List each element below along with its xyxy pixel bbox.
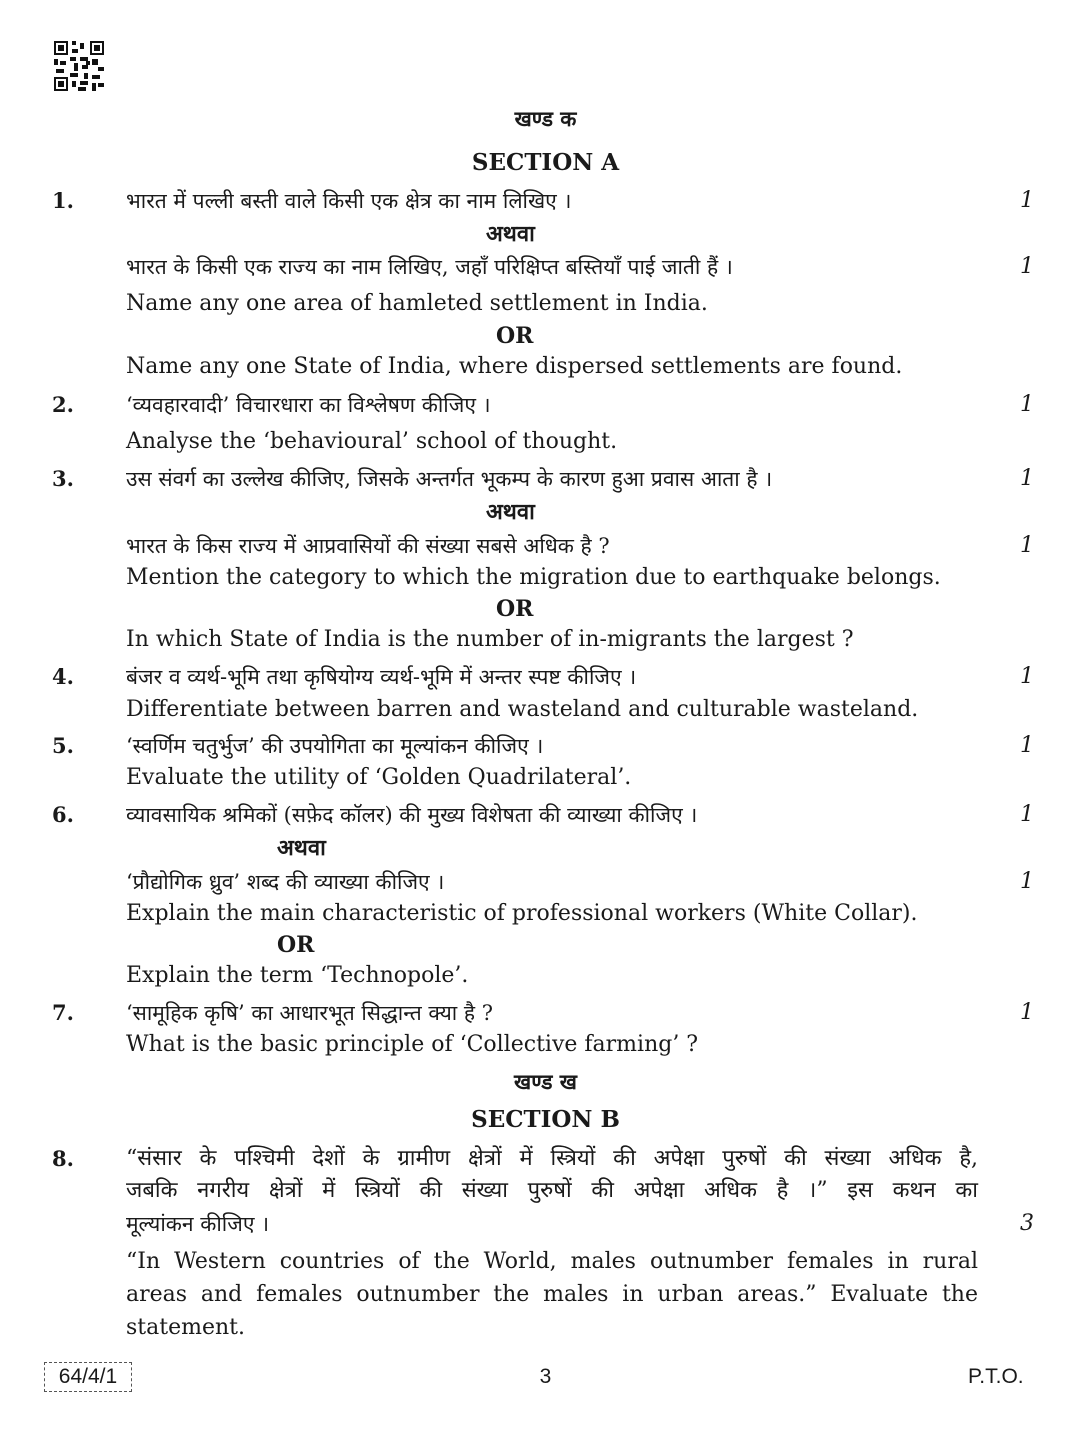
section-b-heading: SECTION B — [471, 1106, 620, 1133]
question-text-hindi-line: मूल्यांकन कीजिए । — [126, 1212, 270, 1236]
question-text-english: What is the basic principle of ‘Collective farming’ ? — [126, 1032, 699, 1057]
or-label-hindi: अथवा — [486, 221, 535, 247]
marks: 1 — [1020, 392, 1034, 417]
question-number: 8. — [52, 1146, 74, 1171]
or-label-hindi: अथवा — [486, 499, 535, 525]
question-6-alt-hindi-row — [0, 865, 1091, 899]
page-number: 3 — [539, 1365, 552, 1388]
question-6-english-row — [0, 897, 1091, 931]
marks: 1 — [1020, 733, 1034, 758]
question-6-hindi-row — [0, 798, 1091, 832]
or-label: OR — [496, 323, 534, 349]
marks: 1 — [1020, 466, 1034, 491]
question-3-alt-hindi-row — [0, 529, 1091, 563]
question-text-hindi: बंजर व व्यर्थ-भूमि तथा कृषियोग्य व्यर्थ-भूमि में अन्तर स्पष्ट कीजिए । — [126, 665, 637, 689]
question-text-hindi: उस संवर्ग का उल्लेख कीजिए, जिसके अन्तर्गत भूकम्प के कारण हुआ प्रवास आता है । — [126, 467, 773, 491]
question-text-hindi: ‘सामूहिक कृषि’ का आधारभूत सिद्धान्त क्या है ? — [126, 1001, 493, 1025]
question-6-alt-english-row — [0, 959, 1091, 993]
question-text-hindi: ‘प्रौद्योगिक ध्रुव’ शब्द की व्याख्या कीजिए । — [126, 870, 445, 894]
marks: 1 — [1020, 802, 1034, 827]
question-3-hindi-row — [0, 462, 1091, 496]
section-a-heading: SECTION A — [471, 149, 620, 176]
question-3-alt-english-row — [0, 623, 1091, 657]
question-text-english-line: “In Western countries of the World, males outnumber females in rural — [126, 1249, 978, 1274]
marks: 1 — [1020, 533, 1034, 558]
question-text-english: Differentiate between barren and wasteland and culturable wasteland. — [126, 697, 919, 722]
marks: 1 — [1020, 188, 1034, 213]
or-label: OR — [496, 596, 534, 622]
question-1-alt-english-row — [0, 350, 1091, 384]
section-b-heading-hindi: खण्ड ख — [514, 1069, 577, 1094]
marks: 1 — [1020, 254, 1034, 279]
marks: 3 — [1020, 1211, 1034, 1236]
question-1-english-row — [0, 287, 1091, 321]
question-text-english: Name any one State of India, where dispersed settlements are found. — [126, 354, 903, 379]
question-number: 3. — [52, 466, 74, 491]
question-8-hindi-line-3 — [0, 1207, 1091, 1241]
question-3-english-row — [0, 561, 1091, 595]
question-number: 7. — [52, 1000, 74, 1025]
question-2-english-row — [0, 425, 1091, 459]
question-5-hindi-row — [0, 729, 1091, 763]
question-4-hindi-row — [0, 660, 1091, 694]
question-text-english-line: areas and females outnumber the males in urban areas.” Evaluate the — [126, 1282, 978, 1307]
question-text-hindi-line: जबकि नगरीय क्षेत्रों में स्त्रियों की संख्या पुरुषों की अपेक्षा अधिक है ।” इस कथन का — [126, 1178, 978, 1203]
question-text-hindi: भारत में पल्ली बस्ती वाले किसी एक क्षेत्र का नाम लिखिए । — [126, 189, 572, 213]
paper-code: 64/4/1 — [44, 1362, 132, 1392]
question-7-english-row — [0, 1028, 1091, 1062]
question-number: 5. — [52, 733, 74, 758]
section-a-heading-hindi: खण्ड क — [514, 106, 577, 131]
question-text-hindi: ‘स्वर्णिम चतुर्भुज’ की उपयोगिता का मूल्यांकन कीजिए । — [126, 734, 544, 758]
question-text-english: Analyse the ‘behavioural’ school of thought. — [126, 429, 618, 454]
question-number: 2. — [52, 392, 74, 417]
or-label: OR — [277, 932, 315, 958]
marks: 1 — [1020, 664, 1034, 689]
question-text-hindi-line: “संसार के पश्चिमी देशों के ग्रामीण क्षेत्रों में स्त्रियों की अपेक्षा पुरुषों की संख्या अधिक है, — [126, 1146, 978, 1171]
question-1-hindi-row — [0, 184, 1091, 218]
pto-label: P.T.O. — [968, 1365, 1024, 1388]
question-text-english-line: statement. — [126, 1315, 245, 1340]
or-label-hindi: अथवा — [277, 835, 326, 861]
question-text-hindi: ‘व्यवहारवादी’ विचारधारा का विश्लेषण कीजिए । — [126, 393, 491, 417]
question-text-english: In which State of India is the number of in-migrants the largest ? — [126, 627, 854, 652]
question-8-english-line-3 — [0, 1311, 1091, 1345]
question-number: 1. — [52, 188, 74, 213]
marks: 1 — [1020, 869, 1034, 894]
marks: 1 — [1020, 1000, 1034, 1025]
question-number: 6. — [52, 802, 74, 827]
question-7-hindi-row — [0, 996, 1091, 1030]
question-text-hindi: व्यावसायिक श्रमिकों (सफ़ेद कॉलर) की मुख्य विशेषता की व्याख्या कीजिए । — [126, 803, 698, 827]
question-2-hindi-row — [0, 388, 1091, 422]
question-text-hindi: भारत के किस राज्य में आप्रवासियों की संख्या सबसे अधिक है ? — [126, 534, 610, 558]
question-number: 4. — [52, 664, 74, 689]
question-5-english-row — [0, 761, 1091, 795]
question-text-english: Explain the term ‘Technopole’. — [126, 963, 469, 988]
question-text-hindi: भारत के किसी एक राज्य का नाम लिखिए, जहाँ परिक्षिप्त बस्तियाँ पाई जाती हैं । — [126, 255, 733, 279]
qr-code-icon — [54, 41, 104, 91]
question-text-english: Explain the main characteristic of professional workers (White Collar). — [126, 901, 918, 926]
question-4-english-row — [0, 693, 1091, 727]
question-text-english: Evaluate the utility of ‘Golden Quadrilateral’. — [126, 765, 632, 790]
question-text-english: Name any one area of hamleted settlement in India. — [126, 291, 708, 316]
question-1-alt-hindi-row — [0, 250, 1091, 284]
question-text-english: Mention the category to which the migration due to earthquake belongs. — [126, 565, 941, 590]
